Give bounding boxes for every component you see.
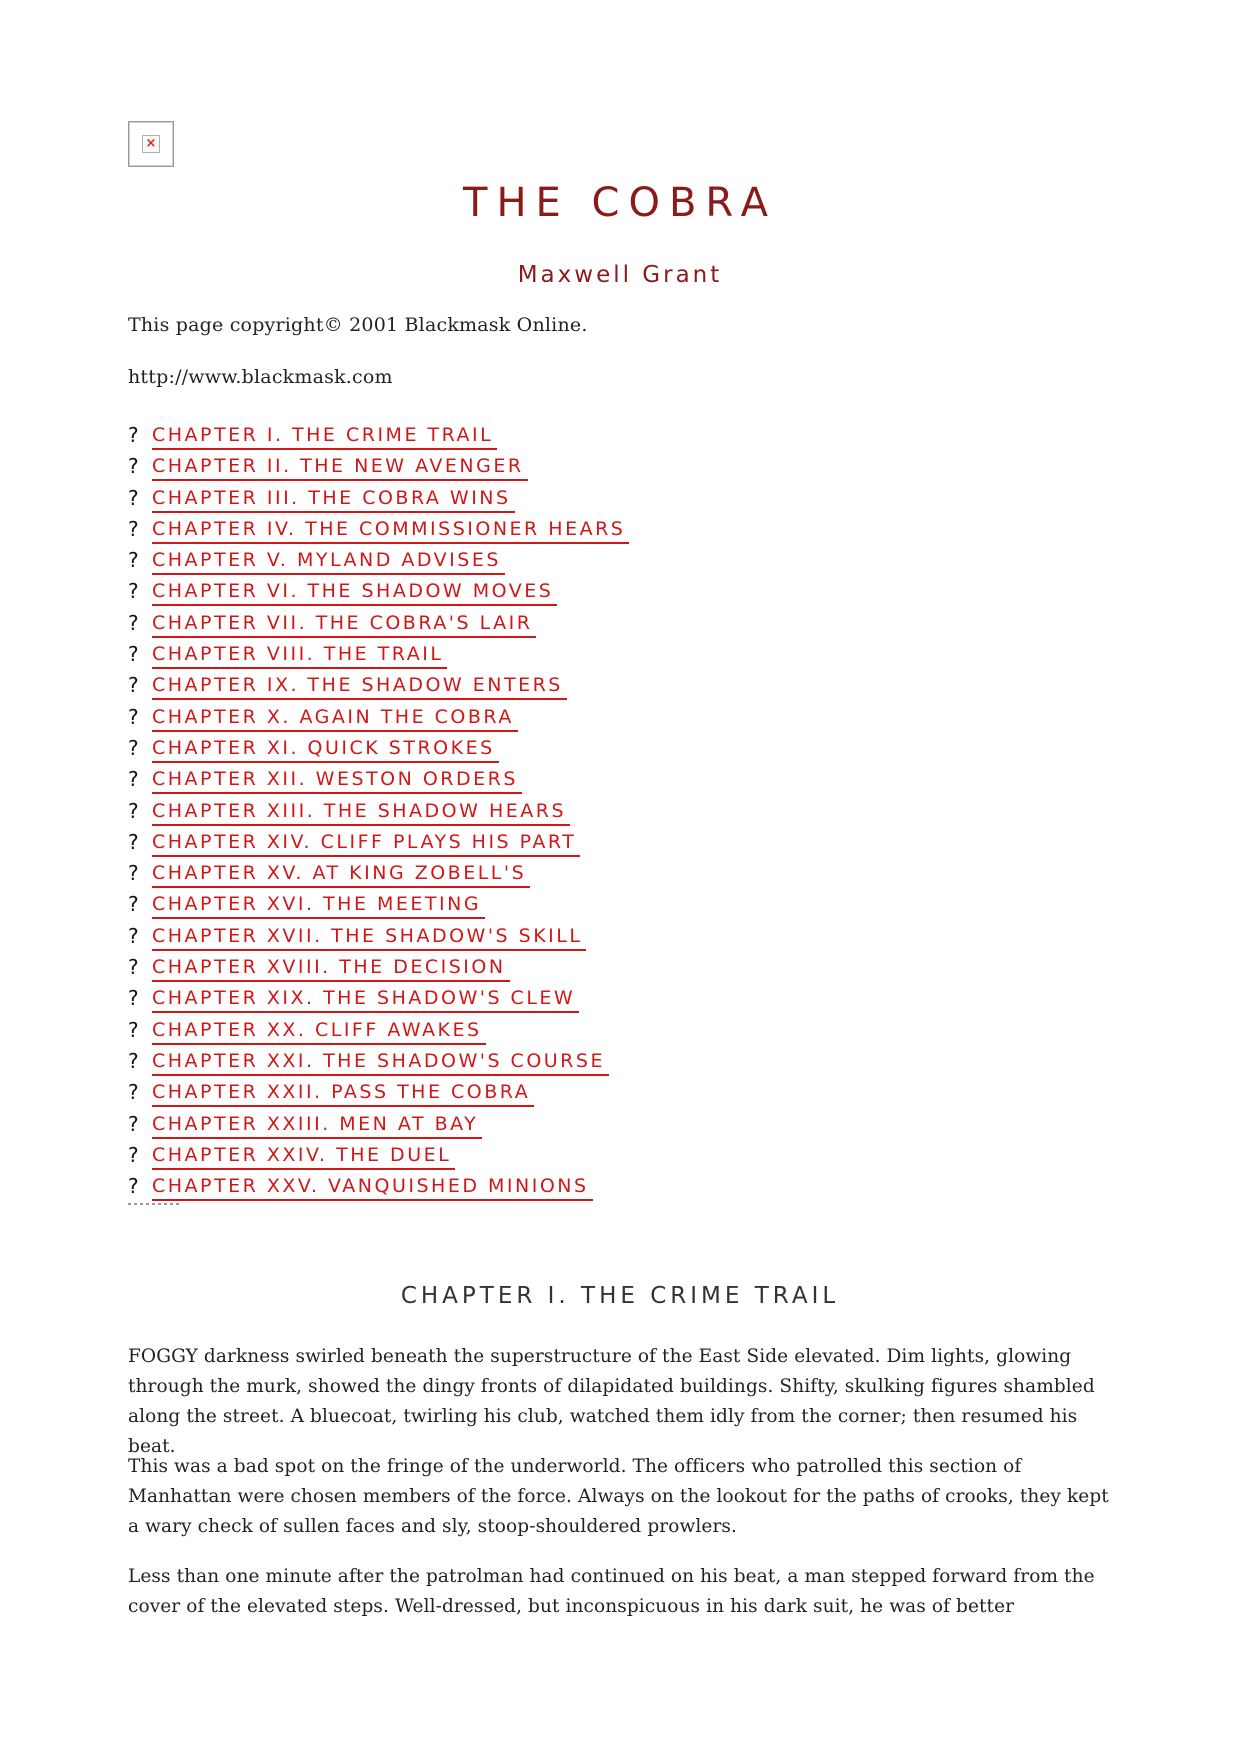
toc-bullet: ? (128, 923, 139, 948)
toc-link-chapter-2[interactable]: CHAPTER II. THE NEW AVENGER (152, 453, 528, 481)
toc-bullet: ? (128, 892, 139, 917)
toc-item (128, 578, 629, 609)
toc-link-chapter-17[interactable]: CHAPTER XVII. THE SHADOW'S SKILL (152, 923, 586, 951)
toc-bullet: ? (128, 579, 139, 604)
toc-item (128, 766, 629, 797)
toc-bullet: ? (128, 735, 139, 760)
toc-link-chapter-11[interactable]: CHAPTER XI. QUICK STROKES (152, 735, 499, 763)
toc-link-chapter-4[interactable]: CHAPTER IV. THE COMMISSIONER HEARS (152, 516, 629, 544)
toc-bullet: ? (128, 516, 139, 541)
toc-bullet: ? (128, 485, 139, 510)
toc-link-chapter-20[interactable]: CHAPTER XX. CLIFF AWAKES (152, 1017, 486, 1045)
toc-bullet: ? (128, 423, 139, 447)
toc-bullet: ? (128, 673, 139, 698)
toc-link-chapter-9[interactable]: CHAPTER IX. THE SHADOW ENTERS (152, 672, 567, 700)
toc-item (128, 610, 629, 641)
toc-item (128, 1142, 629, 1173)
toc-link-chapter-6[interactable]: CHAPTER VI. THE SHADOW MOVES (152, 578, 557, 606)
table-of-contents (128, 422, 629, 1204)
clipped-divider (128, 1203, 180, 1205)
toc-link-chapter-12[interactable]: CHAPTER XII. WESTON ORDERS (152, 766, 522, 794)
toc-item (128, 829, 629, 860)
book-title: THE COBRA (463, 180, 777, 226)
toc-item (128, 485, 629, 516)
toc-bullet: ? (128, 798, 139, 823)
toc-item (128, 735, 629, 766)
copyright-notice: This page copyright© 2001 Blackmask Online. (128, 314, 588, 336)
toc-bullet: ? (128, 454, 139, 479)
toc-link-chapter-1[interactable]: CHAPTER I. THE CRIME TRAIL (152, 422, 497, 450)
toc-item (128, 672, 629, 703)
toc-link-chapter-16[interactable]: CHAPTER XVI. THE MEETING (152, 891, 485, 919)
toc-bullet: ? (128, 1111, 139, 1136)
toc-bullet: ? (128, 704, 139, 729)
toc-bullet: ? (128, 861, 139, 886)
toc-item (128, 547, 629, 578)
toc-bullet: ? (128, 1048, 139, 1073)
toc-link-chapter-14[interactable]: CHAPTER XIV. CLIFF PLAYS HIS PART (152, 829, 580, 857)
toc-item (128, 1048, 629, 1079)
toc-item (128, 923, 629, 954)
toc-item (128, 1017, 629, 1048)
chapter-paragraph-1: FOGGY darkness swirled beneath the superstructure of the East Side elevated. Dim lights, glowing through the murk, showed the dingy fronts of dilapidated buildings. Shifty, skulking figures shambled along the street. A bluecoat, twirling his club, watched them idly from the corner; then resumed his beat. (128, 1346, 1095, 1457)
toc-item (128, 1173, 629, 1204)
toc-item (128, 860, 629, 891)
chapter-paragraph-2: This was a bad spot on the fringe of the underworld. The officers who patrolled this section of Manhattan were chosen members of the force. Always on the lookout for the paths of crooks, they kept a wary check of sullen faces and sly, stoop-shouldered prowlers. (128, 1456, 1109, 1537)
broken-image-x-icon: × (142, 135, 160, 153)
toc-item (128, 704, 629, 735)
toc-link-chapter-5[interactable]: CHAPTER V. MYLAND ADVISES (152, 547, 505, 575)
chapter-heading: CHAPTER I. THE CRIME TRAIL (400, 1283, 840, 1309)
toc-link-chapter-13[interactable]: CHAPTER XIII. THE SHADOW HEARS (152, 798, 570, 826)
toc-item (128, 985, 629, 1016)
chapter-paragraph-3: Less than one minute after the patrolman had continued on his beat, a man stepped forward from the cover of the elevated steps. Well-dressed, but inconspicuous in his dark suit, he was of better (128, 1566, 1095, 1617)
toc-link-chapter-24[interactable]: CHAPTER XXIV. THE DUEL (152, 1142, 455, 1170)
toc-link-chapter-15[interactable]: CHAPTER XV. AT KING ZOBELL'S (152, 860, 530, 888)
site-url: http://www.blackmask.com (128, 366, 393, 388)
toc-bullet: ? (128, 1142, 139, 1167)
toc-bullet: ? (128, 829, 139, 854)
toc-bullet: ? (128, 986, 139, 1011)
toc-link-chapter-25[interactable]: CHAPTER XXV. VANQUISHED MINIONS (152, 1173, 593, 1201)
toc-bullet: ? (128, 1174, 139, 1199)
toc-link-chapter-22[interactable]: CHAPTER XXII. PASS THE COBRA (152, 1079, 534, 1107)
toc-link-chapter-21[interactable]: CHAPTER XXI. THE SHADOW'S COURSE (152, 1048, 609, 1076)
toc-item (128, 1111, 629, 1142)
toc-bullet: ? (128, 642, 139, 667)
toc-link-chapter-10[interactable]: CHAPTER X. AGAIN THE COBRA (152, 704, 518, 732)
toc-bullet: ? (128, 767, 139, 792)
toc-bullet: ? (128, 955, 139, 980)
toc-link-chapter-19[interactable]: CHAPTER XIX. THE SHADOW'S CLEW (152, 985, 579, 1013)
toc-link-chapter-18[interactable]: CHAPTER XVIII. THE DECISION (152, 954, 510, 982)
toc-item (128, 516, 629, 547)
toc-bullet: ? (128, 548, 139, 573)
toc-bullet: ? (128, 610, 139, 635)
toc-item (128, 453, 629, 484)
broken-image-icon (128, 121, 174, 167)
toc-link-chapter-8[interactable]: CHAPTER VIII. THE TRAIL (152, 641, 447, 669)
toc-item (128, 422, 629, 453)
toc-item (128, 798, 629, 829)
toc-link-chapter-7[interactable]: CHAPTER VII. THE COBRA'S LAIR (152, 610, 536, 638)
toc-link-chapter-3[interactable]: CHAPTER III. THE COBRA WINS (152, 485, 515, 513)
toc-link-chapter-23[interactable]: CHAPTER XXIII. MEN AT BAY (152, 1111, 482, 1139)
toc-item (128, 891, 629, 922)
toc-item (128, 954, 629, 985)
toc-bullet: ? (128, 1017, 139, 1042)
toc-item (128, 1079, 629, 1110)
toc-item (128, 641, 629, 672)
book-author: Maxwell Grant (517, 262, 723, 288)
toc-bullet: ? (128, 1080, 139, 1105)
